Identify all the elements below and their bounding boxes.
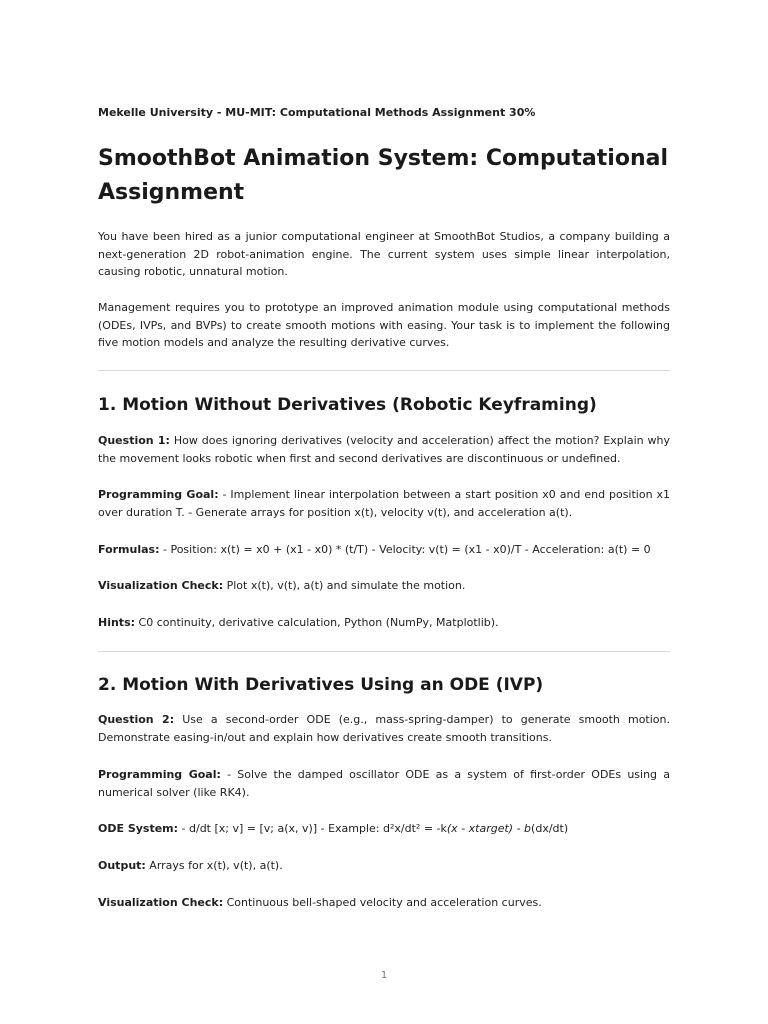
intro-paragraph-1: You have been hired as a junior computational engineer at SmoothBot Studios, a company building a next-generation 2D robot-animation engine. The current system uses simple linear interpolation, causing robotic, unnatural motion. (98, 230, 670, 278)
ode-system-2 (98, 820, 670, 838)
question-2 (98, 711, 670, 746)
item-text: Plot x(t), v(t), a(t) and simulate the motion. (223, 579, 466, 592)
item-text: - d/dt [x; v] = [v; a(x, v)] - Example: d²x/dt² = -k (178, 822, 447, 835)
item-label: Hints: (98, 616, 136, 629)
item-text: (dx/dt) (531, 822, 569, 835)
visualization-check-1 (98, 577, 670, 595)
programming-goal-2 (98, 766, 670, 801)
visualization-check-2 (98, 894, 670, 912)
item-text: Use a second-order ODE (e.g., mass-spring-damper) to generate smooth motion. Demonstrate easing-in/out and explain how derivatives create smooth transitions. (98, 713, 670, 744)
section-1-heading: 1. Motion Without Derivatives (Robotic Keyframing) (98, 395, 597, 415)
item-text: - Position: x(t) = x0 + (x1 - x0) * (t/T) - Velocity: v(t) = (x1 - x0)/T - Acceleration: a(t) = 0 (159, 543, 651, 556)
item-text: Continuous bell-shaped velocity and acceleration curves. (223, 896, 542, 909)
item-label: Question 1: (98, 434, 170, 447)
item-label: Output: (98, 859, 146, 872)
item-label: Programming Goal: (98, 768, 221, 781)
formulas-1 (98, 541, 670, 559)
item-label: Visualization Check: (98, 896, 224, 909)
item-text: - Implement linear interpolation between a start position x0 and end position x1 over duration T. - Generate arrays for position x(t), velocity v(t), and acceleration a(t). (98, 488, 670, 519)
item-label: Formulas: (98, 543, 160, 556)
item-label: Question 2: (98, 713, 175, 726)
item-text: How does ignoring derivatives (velocity and acceleration) affect the motion? Explain why the movement looks robotic when first and second derivatives are discontinuous or undefined. (98, 434, 670, 465)
hints-1 (98, 614, 670, 632)
item-label: Visualization Check: (98, 579, 224, 592)
section-divider (98, 651, 670, 652)
programming-goal-1 (98, 486, 670, 521)
item-label: Programming Goal: (98, 488, 219, 501)
item-label: ODE System: (98, 822, 179, 835)
section-2-heading: 2. Motion With Derivatives Using an ODE (IVP) (98, 675, 544, 695)
intro-paragraph-2: Management requires you to prototype an improved animation module using computational methods (ODEs, IVPs, and BVPs) to create smooth motions with easing. Your task is to implement the following five motion models and analyze the resulting derivative curves. (98, 301, 670, 349)
output-2 (98, 857, 670, 875)
item-text: - Solve the damped oscillator ODE as a system of first-order ODEs using a numerical solver (like RK4). (98, 768, 670, 799)
page-title: SmoothBot Animation System: Computational Assignment (98, 146, 669, 205)
section-divider (98, 370, 670, 371)
item-text: Arrays for x(t), v(t), a(t). (145, 859, 283, 872)
course-header: Mekelle University - MU-MIT: Computational Methods Assignment 30% (98, 106, 536, 119)
item-text-italic: (x - xtarget) - b (446, 822, 532, 835)
question-1 (98, 432, 670, 467)
page-number: 1 (380, 970, 388, 981)
item-text: C0 continuity, derivative calculation, Python (NumPy, Matplotlib). (135, 616, 499, 629)
